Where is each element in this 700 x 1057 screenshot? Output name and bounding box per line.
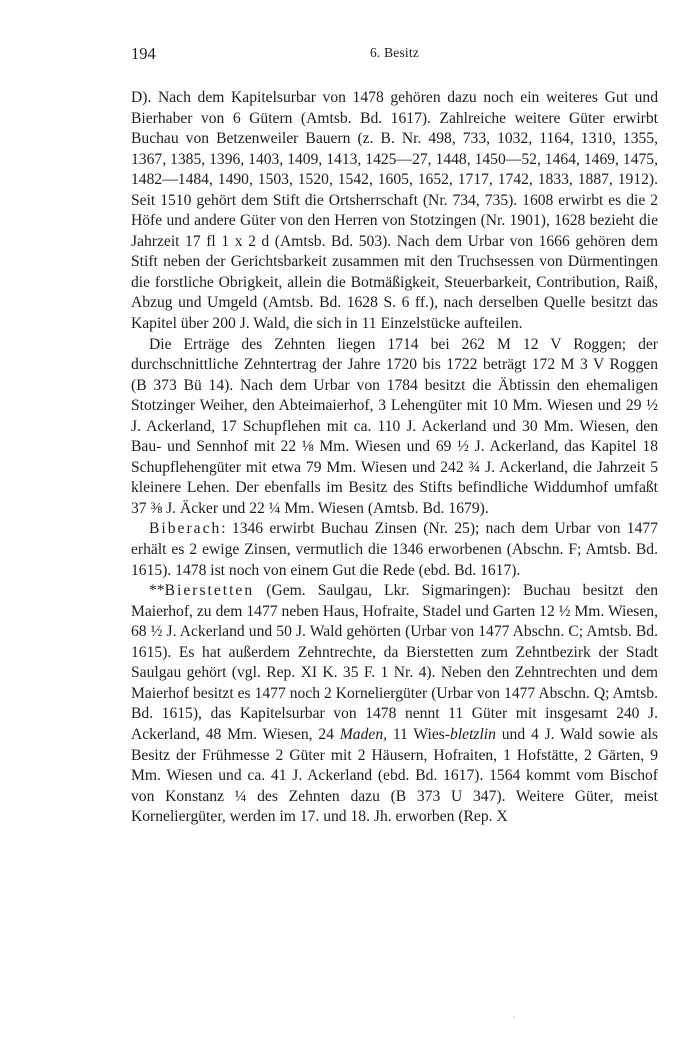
text-segment: D). Nach dem Kapitelsurbar von 1478 gehören dazu noch ein weiteres Gut und Bierhaber von 6 Gütern (Amtsb. Bd. 1617). Zahlreiche weitere Güter erwirbt Buchau von Betzenweiler Bauern (z. B. Nr. 498, 733, 1032, 1164, 1310, 1355, 1367, 1385, 1396, 1403, 1409, 1413, 1425—27, 1448, 1450—52, 1464, 1469, 1475, 1482—1484, 1490, 1503, 1520, 1542, 1605, 1652, 1717, 1742, 1833, 1887, 1912). Seit 1510 gehört dem Stift die Ortsherrschaft (Nr. 734, 735). 1608 erwirbt es die 2 Höfe und andere Güter von den Herren von Stotzingen (Nr. 1901), 1628 bezieht die Jahrzeit 17 fl 1 x 2 d (Amtsb. Bd. 503). Nach dem Urbar von 1666 gehören dem Stift neben der Gerichtsbarkeit zusammen mit den Truchsessen von Dürmentingen die forstliche Obrigkeit, allein die Botmäßigkeit, Steuerbarkeit, Contribution, Raiß, Abzug und Umgeld (Amtsb. Bd. 1628 S. 6 ff.), nach derselben Quelle besitzt das Kapitel über 200 J. Wald, die sich in 11 Einzelstücke aufteilen.	[131, 89, 658, 333]
page-number: 194	[131, 44, 156, 63]
italic-term: Maden,	[339, 725, 388, 743]
text-segment: und 4 J. Wald sowie als Besitz der Frühmesse 2 Güter mit 2 Häusern, Hofraiten, 1 Hofstätte, 2 Gärten, 9 Mm. Wiesen und ca. 41 J. Ackerland (ebd. Bd. 1617). 1564 kommt vom Bischof von Konstanz ¼ des Zehnten dazu (B 373 U 347). Weitere Güter, meist Korneliergüter, werden im 17. und 18. Jh. erworben (Rep. X	[131, 725, 658, 826]
running-title: 6. Besitz	[369, 45, 420, 60]
place-name: Biberach	[149, 520, 222, 538]
paragraph	[131, 519, 658, 581]
running-header	[131, 44, 658, 68]
body-text	[131, 88, 658, 828]
text-segment: : 1346 erwirbt Buchau Zinsen (Nr. 25); nach dem Urbar von 1477 erhält es 2 ewige Zinsen, vermutlich die 1346 erworbenen (Abschn. F; Amtsb. Bd. 1615). 1478 ist noch von einem Gut die Rede (ebd. Bd. 1617).	[131, 520, 658, 579]
text-segment: **	[149, 582, 165, 600]
page-speck	[513, 1016, 515, 1018]
place-name: Bierstetten	[164, 582, 255, 600]
text-segment: Die Erträge des Zehnten liegen 1714 bei 262 M 12 V Roggen; der durchschnittliche Zehntertrag der Jahre 1720 bis 1722 beträgt 172 M 3 V Roggen (B 373 Bü 14). Nach dem Urbar von 1784 besitzt die Äbtissin den ehemaligen Stotzinger Weiher, den Abteimaierhof, 3 Lehengüter mit 10 Mm. Wiesen und 29 ½ J. Ackerland, 17 Schupflehen mit ca. 110 J. Ackerland und 30 Mm. Wiesen, den Bau- und Sennhof mit 22 ⅛ Mm. Wiesen und 69 ½ J. Ackerland, das Kapitel 18 Schupflehengüter mit etwa 79 Mm. Wiesen und 242 ¾ J. Ackerland, die Jahrzeit 5 kleinere Lehen. Der ebenfalls im Besitz des Stifts befindliche Widdumhof umfaßt 37 ⅜ J. Äcker und 22 ¼ Mm. Wiesen (Amtsb. Bd. 1679).	[131, 335, 658, 517]
text-segment: (Gem. Saulgau, Lkr. Sigmaringen): Buchau besitzt den Maierhof, zu dem 1477 neben Haus, Hofraite, Stadel und Garten 12 ½ Mm. Wiesen, 68 ½ J. Ackerland und 50 J. Wald gehörten (Urbar von 1477 Abschn. C; Amtsb. Bd. 1615). Es hat außerdem Zehntrechte, da Bierstetten zum Zehntbezirk der Stadt Saulgau gehört (vgl. Rep. XI K. 35 F. 1 Nr. 4). Neben den Zehntrechten und dem Maierhof besitzt es 1477 noch 2 Korneliergüter (Urbar von 1477 Abschn. Q; Amtsb. Bd. 1615), das Kapitelsurbar von 1478 nennt 11 Güter mit insgesamt 240 J. Ackerland, 48 Mm. Wiesen, 24	[131, 582, 658, 743]
italic-term: bletzlin	[450, 725, 496, 743]
paragraph	[131, 335, 658, 520]
paragraph	[131, 581, 658, 828]
paragraph	[131, 88, 658, 335]
text-segment: 11 Wies-	[387, 725, 451, 743]
